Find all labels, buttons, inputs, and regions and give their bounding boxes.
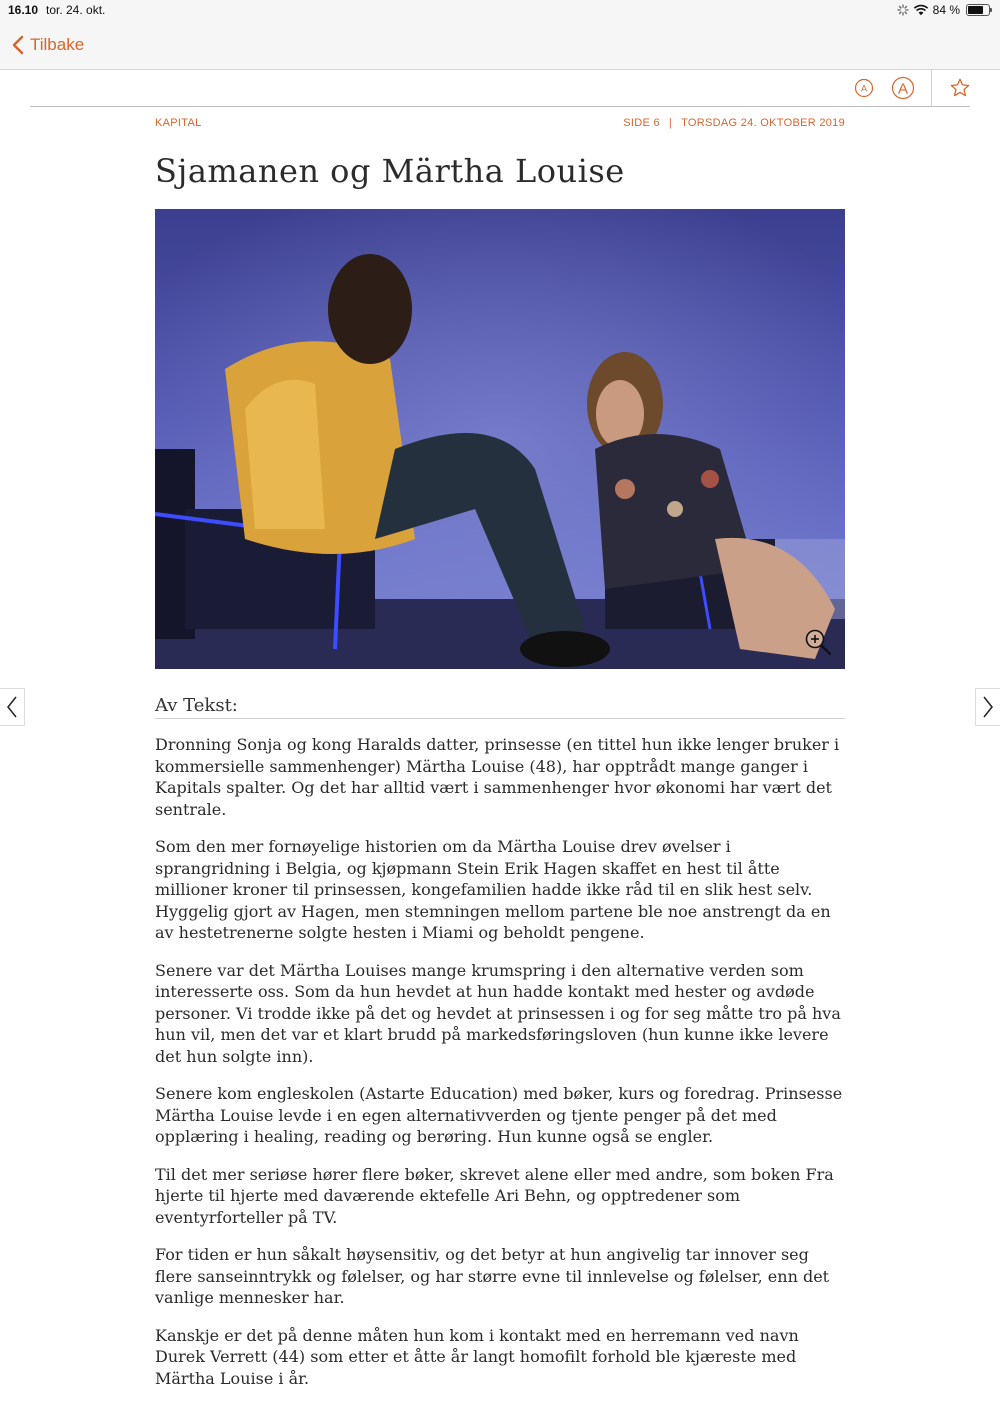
toolbar-separator	[30, 106, 970, 107]
article-photo[interactable]	[155, 209, 845, 669]
page-meta	[623, 117, 845, 129]
article-body	[155, 734, 845, 1405]
battery-icon	[966, 4, 990, 16]
article-paragraph: Senere kom engleskolen (Astarte Education) med bøker, kurs og foredrag. Prinsesse Märtha Louise levde i en egen alternativverden og tjente penger på det med opplæring i healing, reading og berøring. Hun kunne også se engler.	[155, 1084, 843, 1146]
status-time: 16.10	[8, 3, 39, 17]
previous-page-button[interactable]	[0, 688, 25, 726]
wifi-icon	[913, 4, 929, 16]
font-size-large-icon[interactable]	[891, 76, 915, 100]
article-paragraph: Som den mer fornøyelige historien om da Märtha Louise drev øvelser i sprangridning i Belgia, og kjøpmann Stein Erik Hagen skaffet en hest til åtte millioner kroner til prinsessen, kongefamilien hadde ikke råd til en slik hest selv. Hyggelig gjort av Hagen, men stemningen mellom partene ble noe anstrengt da en av hestetrenerne solgte hesten i Miami og beholdt pengene.	[155, 837, 831, 942]
photo-illustration	[155, 209, 845, 669]
top-bar	[0, 0, 1000, 70]
section-label: KAPITAL	[155, 117, 202, 129]
loading-spinner-icon	[897, 4, 909, 16]
font-size-small-icon[interactable]	[854, 78, 874, 98]
page-number: SIDE 6	[623, 117, 660, 129]
zoom-in-icon[interactable]	[803, 627, 833, 657]
battery-fill	[968, 6, 983, 14]
chevron-left-icon	[12, 35, 24, 55]
next-page-button[interactable]	[975, 688, 1000, 726]
article-paragraph: For tiden er hun såkalt høysensitiv, og det betyr at hun angivelig tar innover seg flere sanseinntrykk og følelser, og har større evne til innlevelse og følelser, enn det vanlige mennesker har.	[155, 1245, 830, 1307]
back-button[interactable]	[12, 33, 84, 57]
chevron-right-icon	[982, 695, 994, 719]
svg-text:A: A	[860, 83, 868, 94]
meta-separator: |	[668, 117, 673, 129]
chevron-left-icon	[6, 695, 18, 719]
battery-percent: 84 %	[932, 3, 960, 17]
article-paragraph: Til det mer seriøse hører flere bøker, skrevet alene eller med andre, som boken Fra hjerte til hjerte med daværende ektefelle Ari Behn, og opptredener som eventyrforteller på TV.	[155, 1164, 834, 1227]
publication-date: TORSDAG 24. OKTOBER 2019	[681, 117, 845, 129]
article-title: Sjamanen og Märtha Louise	[155, 152, 625, 190]
article-paragraph: Kanskje er det på denne måten hun kom i kontakt med en herremann ved navn Durek Verrett (44) som etter et åtte år langt homofilt forhold ble kjæreste med Märtha Louise i år.	[155, 1325, 799, 1388]
battery-tip	[990, 8, 992, 12]
back-button-label: Tilbake	[30, 35, 85, 54]
article-byline: Av Tekst:	[155, 695, 845, 719]
svg-text:A: A	[897, 80, 909, 98]
star-icon[interactable]	[949, 77, 971, 99]
article-paragraph: Senere var det Märtha Louises mange krumspring i den alternative verden som interesserte oss. Som da hun hevdet at hun hadde kontakt med hester og avdøde personer. Vi trodde ikke på det og hevdet at prinsessen i og for seg måtte tro på hva hun vil, men det var et klart brudd på markedsføringsloven (hun kunne ikke levere det hun solgte inn).	[155, 960, 841, 1066]
article-paragraph: Dronning Sonja og kong Haralds datter, prinsesse (en tittel hun ikke lenger bruker i kommersielle sammenhenger) Märtha Louise (48), har opptrådt mange ganger i Kapitals spalter. Og det har alltid vært i sammenhenger hvor økonomi har vært det sentrale.	[155, 735, 840, 819]
status-date: tor. 24. okt.	[46, 3, 106, 17]
toolbar-divider	[931, 69, 932, 107]
status-indicators	[897, 2, 990, 18]
